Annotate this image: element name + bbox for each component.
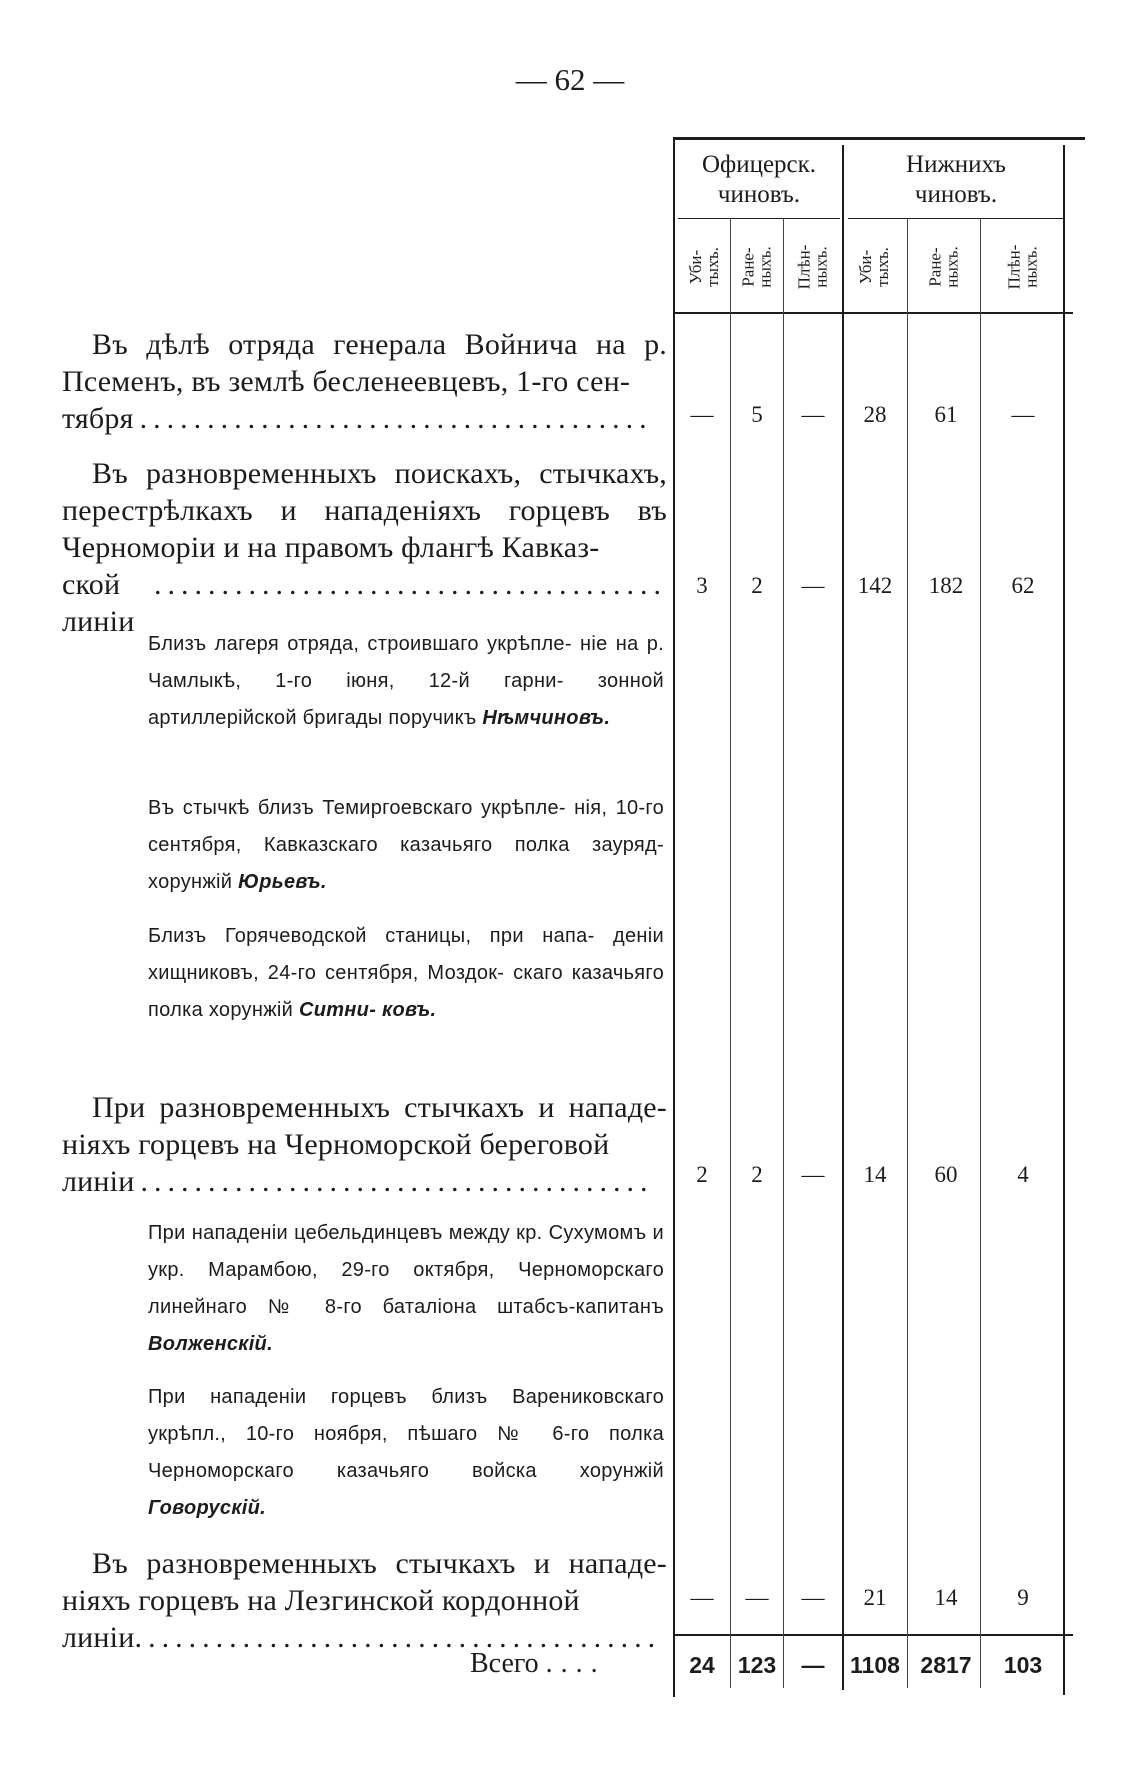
lower-subheader-rule (848, 218, 1064, 219)
column-divider (980, 218, 981, 1688)
cell-officers-killed: — (690, 1585, 714, 1610)
cell-lower-captured: 9 (1017, 1585, 1029, 1610)
cell-officers-killed: 2 (696, 1162, 708, 1187)
note-text: Въ стычкѣ близъ Темиргоевскаго укрѣпле- нія, 10-го сентября, Кавказскаго казачьяго полка зауряд-хорунжій Юрьевъ. (148, 797, 664, 893)
officers-subheader-rule (678, 218, 840, 219)
total-officers-killed: 24 (689, 1652, 715, 1678)
cell-officers-wounded: — (745, 1585, 769, 1610)
cell-lower-wounded: 182 (928, 573, 964, 598)
cell-lower-killed: 14 (863, 1162, 887, 1187)
note-text: Близъ лагеря отряда, строившаго укрѣпле- ніе на р. Чамлыкѣ, 1-го іюня, 12-й гарни- зонной артиллерійской бригады поручикъ Нѣмчиновъ. (148, 633, 664, 729)
note-text: Близъ Горячеводской станицы, при напа- деніи хищниковъ, 24-го сентября, Моздок- скаго казачьяго полка хорунжій Ситни- ковъ. (148, 925, 664, 1021)
total-officers-captured: — (801, 1652, 825, 1678)
cell-lower-killed: 28 (863, 402, 887, 427)
cell-lower-captured: 62 (1011, 573, 1035, 598)
col-header-officers-wounded: Ране- ныхъ. (738, 246, 775, 288)
header-officers: Офицерск. чиновъ. (701, 151, 817, 208)
column-divider (907, 218, 908, 1688)
cell-lower-captured: — (1011, 402, 1035, 427)
entry-text: Въ разновременныхъ поискахъ, стычкахъ, перестрѣлкахъ и нападеніяхъ горцевъ въ Черноморіи и на правомъ флангѣ Кавказ- ской линіи ...................................... (62, 457, 667, 638)
column-divider (783, 218, 784, 1688)
col-header-lower-wounded: Ране- ныхъ. (925, 246, 962, 288)
column-divider (730, 218, 731, 1688)
cell-officers-killed: 3 (696, 573, 708, 598)
total-officers-wounded: 123 (737, 1652, 777, 1678)
cell-officers-wounded: 2 (751, 1162, 763, 1187)
note-text: При нападеніи цебельдинцевъ между кр. Сухумомъ и укр. Марамбою, 29-го октября, Черноморскаго линейнаго № 8-го баталіона штабсъ-капитанъ Волженскій. (148, 1222, 664, 1355)
col-header-officers-killed: Уби- тыхъ. (686, 247, 722, 287)
cell-lower-killed: 21 (863, 1585, 887, 1610)
col-header-lower-killed: Уби- тыхъ. (856, 247, 892, 287)
total-label: Всего .... (470, 1648, 606, 1679)
cell-officers-captured: — (801, 573, 825, 598)
table-left-border (673, 137, 675, 1697)
table-header-rule (673, 312, 1073, 314)
cell-officers-captured: — (801, 402, 825, 427)
cell-officers-captured: — (801, 1162, 825, 1187)
note-text: При нападеніи горцевъ близъ Варениковскаго укрѣпл., 10-го ноября, пѣшаго № 6-го полка Черноморскаго казачьяго войска хорунжій Говорускій. (148, 1386, 664, 1519)
cell-lower-wounded: 61 (934, 402, 958, 427)
col-header-lower-captured: Плѣн- ныхъ. (1004, 244, 1040, 290)
cell-officers-wounded: 2 (751, 573, 763, 598)
total-lower-wounded: 2817 (920, 1652, 972, 1678)
cell-lower-killed: 142 (857, 573, 893, 598)
cell-lower-wounded: 14 (934, 1585, 958, 1610)
total-lower-captured: 103 (1003, 1652, 1043, 1678)
officers-lower-divider (842, 145, 844, 1690)
cell-officers-wounded: 5 (751, 402, 763, 427)
page-number: — 62 — (515, 62, 625, 97)
cell-officers-killed: — (690, 402, 714, 427)
total-lower-killed: 1108 (850, 1652, 900, 1678)
entry-text: Въ разновременныхъ стычкахъ и нападе- ніяхъ горцевъ на Лезгинской кордонной линіи. ...................................... (62, 1547, 667, 1654)
entry-text: Въ дѣлѣ отряда генерала Войнича на р. Псеменъ, въ землѣ бесленеевцевъ, 1-го сен- тября ...................................... (62, 328, 667, 435)
cell-lower-wounded: 60 (934, 1162, 958, 1187)
header-lower-ranks: Нижнихъ чиновъ. (906, 151, 1006, 208)
table-total-rule (673, 1634, 1073, 1636)
cell-lower-captured: 4 (1017, 1162, 1029, 1187)
col-header-officers-captured: Плѣн- ныхъ. (794, 244, 830, 290)
cell-officers-captured: — (801, 1585, 825, 1610)
entry-text: При разновременныхъ стычкахъ и нападе- ніяхъ горцевъ на Черноморской береговой линіи ...................................... (62, 1091, 667, 1198)
table-top-rule (673, 137, 1085, 140)
table-right-border (1063, 145, 1065, 1695)
